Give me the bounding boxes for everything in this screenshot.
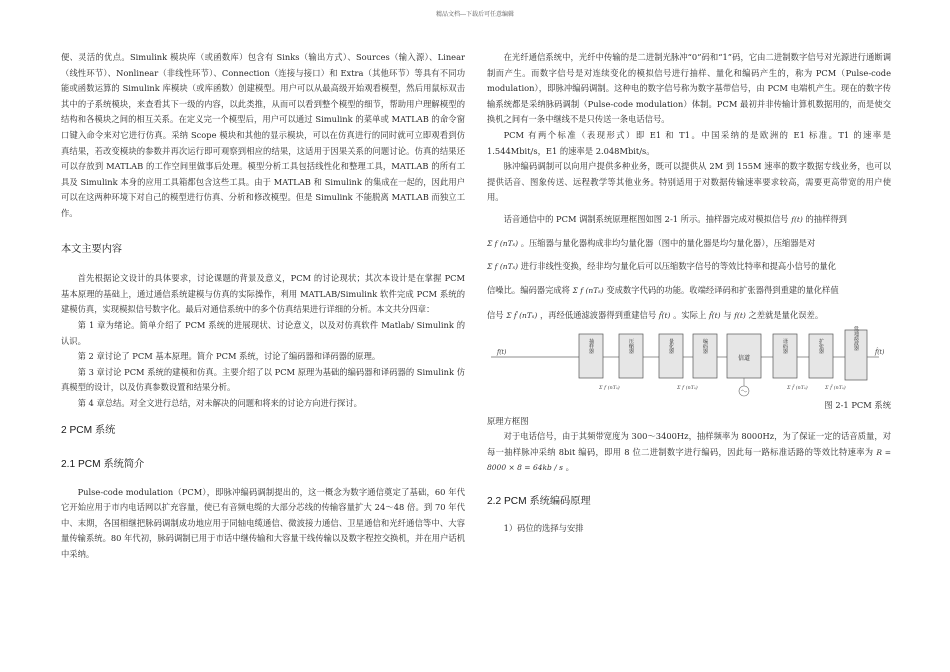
noise-source-icon — [739, 378, 749, 396]
paragraph-services: 脉冲编码调制可以向用户提供多种业务，既可以提供从 2M 到 155M 速率的数字数据专线业务，也可以提供话音、图象传送、远程教学等其他业务。特别适用于对数据传输速率要求较高，需要更高带宽的用户使用。 — [487, 161, 891, 203]
math-f-hat-t: f̂(t) — [658, 311, 671, 321]
signal-label-decoded: Σ f̂ (nTₛ) — [787, 384, 808, 391]
math-sum-f-nt: Σ f (nTₛ) — [487, 238, 519, 248]
signal-label-quantized: Σ f (nTₛ) — [677, 384, 698, 391]
block-label: 扩张器 — [818, 338, 824, 354]
paragraph-pcm-intro: Pulse-code modulation（PCM），即脉冲编码调制提出的，这一概念为数字通信奠定了基础，60 年代它开始应用于市内电话网以扩充容量，使已有音频电缆的大部分芯线的传输容量扩大 24～48 倍。到 70 年代中、末期，各国相继把脉码调制成功地应用于同轴电缆通信、微波接力通信、卫星通信和光纤通信等中、大容量传输系统。80 年代初，脉码调制已用于市话中继传输和大容量干线传输以及数字程控交换机，并在用户话机中采纳。 — [61, 486, 465, 560]
signal-label-expanded: Σ f̂ (nTₛ) — [825, 384, 846, 391]
block-quantizer — [659, 334, 683, 378]
math-bitrate-formula: R = 8000 × 8 = 64kb / s — [487, 447, 891, 473]
text-fragment: 进行非线性变换，经非均匀量化后可以压缩数字信号的等效比特率和提高小信号的量化 — [520, 261, 836, 272]
chapter-4-summary: 第 4 章总结。对全文进行总结，对未解决的问题和将来的讨论方向进行探讨。 — [77, 397, 362, 408]
right-column — [487, 50, 891, 537]
block-decoder — [773, 334, 797, 378]
diagram-input-label: f(t) — [497, 348, 507, 356]
text-fragment: 话音通信中的 PCM 调制系统原理框图如图 2-1 所示。抽样器完成对模拟信号 — [503, 213, 789, 224]
block-sampler — [579, 334, 603, 378]
text-fragment: 之差就是量化误差。 — [748, 310, 824, 321]
chapter-1-summary: 第 1 章为绪论。简单介绍了 PCM 系统的进展现状、讨论意义，以及对仿真软件 Matlab/ Simulink 的认识。 — [61, 319, 465, 346]
figure-caption-continued: 原理方框图 — [487, 415, 529, 426]
block-label: 编码器 — [702, 338, 708, 354]
block-compressor — [619, 334, 643, 378]
block-expander — [809, 334, 833, 378]
block-encoder — [693, 334, 717, 378]
math-f-hat-t: f̂(t) — [708, 311, 721, 321]
paragraph-overview: 首先根据论文设计的具体要求，讨论课题的背景及意义，PCM 的讨论现状；其次本设计是在掌握 PCM 基本原理的基础上，通过通信系统建模与仿真的实际操作，利用 MATLAB/Simulink 软件完成 PCM 系统的建模仿真，实现模拟信号数字化。最后对通信系统中的多个仿真结果进行详细的分析。本文共分四章： — [61, 273, 465, 315]
block-label: 抽样器 — [588, 338, 594, 354]
text-fragment: 信号 — [487, 310, 504, 321]
text-fragment: 的抽样得到 — [805, 213, 847, 224]
diagram-output-label: f̂(t) — [875, 348, 885, 356]
math-sum-f-hat-nt: Σ f̂ (nTₛ) — [506, 311, 538, 321]
block-label: 低通滤波器 — [853, 325, 859, 351]
pcm-block-diagram — [487, 326, 891, 398]
math-sum-f-nt: Σ f (nTₛ) — [487, 262, 519, 272]
text-fragment: 。压缩器与量化器构成非均匀量化器（图中的量化器是均匀量化器），压缩器是对 — [520, 237, 816, 248]
block-lowpass-filter — [845, 326, 867, 380]
text-fragment: 。 — [565, 462, 574, 473]
chapter-3-summary: 第 3 章讨论 PCM 系统的建模和仿真。主要介绍了以 PCM 原理为基础的编码器和译码器的 Simulink 仿真模型的设计，以及仿真参数设置和结果分析。 — [61, 366, 465, 393]
heading-main-content: 本文主要内容 — [61, 243, 123, 255]
block-channel — [727, 334, 761, 378]
figure-caption: 图 2-1 PCM 系统 — [824, 399, 891, 410]
text-fragment: ，再经低通滤波器得到重建信号 — [539, 310, 657, 321]
math-f-t: f(t) — [791, 214, 803, 224]
text-fragment: 信噪比。编码器完成将 — [487, 284, 570, 295]
paragraph-compressor — [487, 236, 891, 252]
paragraph-nonlinear — [487, 259, 891, 275]
paragraph-encoder — [487, 283, 891, 299]
block-label: 量化器 — [668, 338, 674, 354]
text-fragment: 与 — [723, 310, 732, 321]
heading-section-2-1: 2.1 PCM 系统简介 — [61, 459, 145, 471]
block-label: 信道 — [737, 354, 751, 362]
page-header: 精品文档---下载后可任意编辑 — [435, 11, 515, 18]
math-sum-f-nt: Σ f (nTₛ) — [572, 285, 604, 295]
signal-label-sampled: Σ f (nTₛ) — [599, 384, 620, 391]
paragraph-block-desc — [487, 212, 891, 228]
paragraph-optical: 在光纤通信系统中，光纤中传输的是二进制光脉冲“0”码和“1”码，它由二进制数字信号对光源进行通断调制而产生。而数字信号是对连续变化的模拟信号进行抽样、量化和编码产生的，称为 PCM（Pulse-code modulation），即脉冲编码调制。这种电的数字信号称为数字基带信号，由 PCM 电端机产生。现在的数字传输系统都是采纳脉码调制（Pulse-code modulation）体制。PCM 最初并非传输计算机数据用的，而是使交换机之间有一条中继线不是只传送一条电话信号。 — [487, 52, 891, 125]
text-fragment: 对于电话信号，由于其频带宽度为 300～3400Hz，抽样频率为 8000Hz，为了保证一定的话音质量，对每一抽样脉冲采纳 8bit 编码，即用 8 位二进制数字进行编码，因此每一路标准话路的等效比特速率为 — [487, 431, 891, 457]
text-fragment: 。实际上 — [673, 310, 707, 321]
text-fragment: 变成数字代码的功能。收端经译码和扩张器得到重建的量化样值 — [606, 284, 839, 295]
paragraph-standards: PCM 有两个标准（表现形式）即 E1 和 T1。中国采纳的是欧洲的 E1 标准。T1 的速率是 1.544Mbit/s，E1 的速率是 2.048Mbit/s。 — [487, 129, 891, 156]
block-label: 压缩器 — [628, 338, 634, 354]
list-item-code-bits: 1）码位的选择与安排 — [503, 523, 584, 534]
paragraph-bitrate — [487, 429, 891, 476]
paragraph-simulink: 便、灵活的优点。Simulink 模块库（或函数库）包含有 Sinks（输出方式）、Sources（输入源）、Linear（线性环节）、Nonlinear（非线性环节）、Connection（连接与接口）和 Extra（其他环节）等具有不同功能或函数运算的 Simulink 库模块（或库函数）创建模型。用户可以从最高级开始观看模型，然后用鼠标双击其中的子系统模块，来查看其下一级的内容，以此类推，从而可以看到整个模型的细节，帮助用户理解模型的结构和各模块之间的相互关系。在定义完一个模型后，用户可以通过 Simulink 的菜单或 MATLAB 的命令窗口键入命令来对它进行仿真。采纳 Scope 模块和其他的显示模块，可以在仿真进行的同时就可立即观看到仿真结果，若改变模块的参数并再次运行即可观察到相应的结果，这适用于因果关系的问题讨论。仿真的结果还可以存放到 MATLAB 的工作空间里做事后处理。模型分析工具包括线性化和整理工具，MATLAB 的所有工具及 Simulink 本身的应用工具箱都包含这些工具。由于 MATLAB 和 Simulink 的集成在一起的，因此用户可以在这两种环境下对自己的模型进行仿真、分析和修改模型。但是 Simulink 不能脱离 MATLAB 而独立工作。 — [61, 52, 465, 218]
heading-section-2: 2 PCM 系统 — [61, 425, 116, 437]
block-label: 译码器 — [782, 338, 788, 354]
paragraph-quantization-error — [487, 308, 891, 324]
left-column — [61, 50, 465, 563]
chapter-2-summary: 第 2 章讨论了 PCM 基本原理。简介 PCM 系统，讨论了编码器和译码器的原理。 — [77, 351, 381, 362]
heading-section-2-2: 2.2 PCM 系统编码原理 — [487, 495, 591, 507]
math-f-t: f(t) — [734, 311, 746, 321]
